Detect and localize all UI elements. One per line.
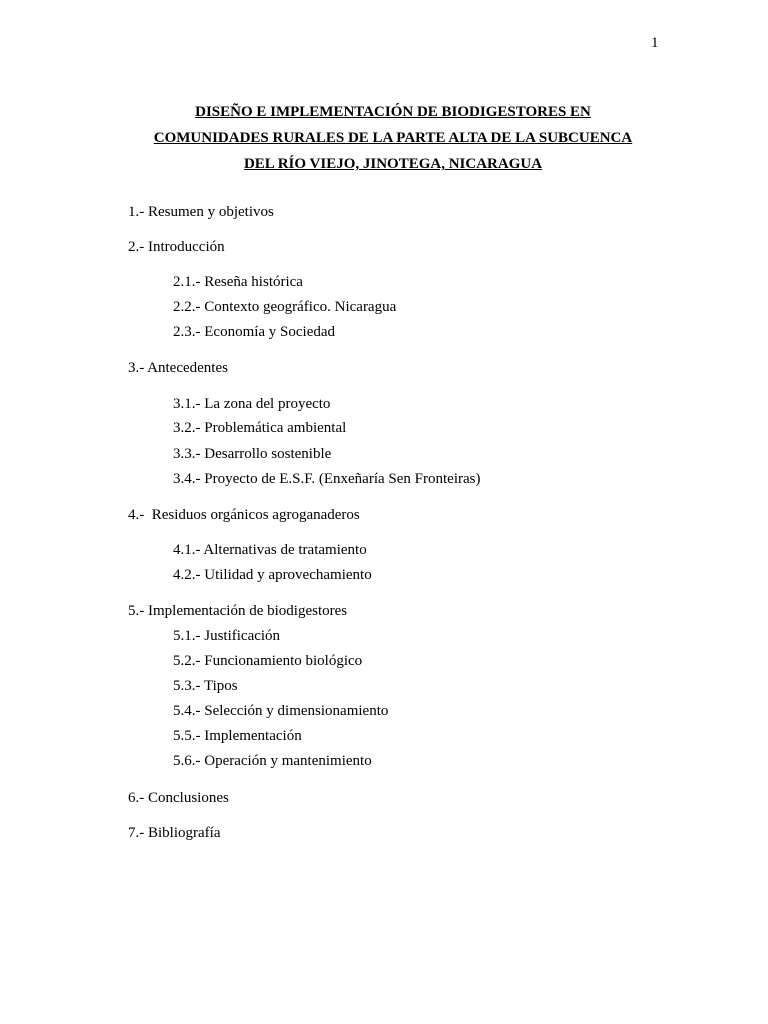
page-number: 1	[651, 35, 659, 51]
toc-section: 1.- Resumen y objetivos	[128, 204, 274, 220]
toc-subsection: 2.1.- Reseña histórica	[173, 274, 303, 290]
toc-subsection: 3.4.- Proyecto de E.S.F. (Enxeñaría Sen Fronteiras)	[173, 471, 481, 487]
toc-section: 6.- Conclusiones	[128, 790, 229, 806]
toc-subsection: 5.4.- Selección y dimensionamiento	[173, 703, 389, 719]
title-line: DISEÑO E IMPLEMENTACIÓN DE BIODIGESTORES EN	[195, 104, 591, 120]
toc-subsection: 5.1.- Justificación	[173, 628, 281, 644]
toc-subsection: 3.1.- La zona del proyecto	[173, 396, 331, 412]
toc-subsection: 5.2.- Funcionamiento biológico	[173, 653, 363, 669]
toc-section: 2.- Introducción	[128, 239, 225, 255]
toc-subsection: 2.2.- Contexto geográfico. Nicaragua	[173, 299, 397, 315]
toc-subsection: 3.3.- Desarrollo sostenible	[173, 446, 332, 462]
title-line: DEL RÍO VIEJO, JINOTEGA, NICARAGUA	[243, 156, 543, 172]
toc-subsection: 4.2.- Utilidad y aprovechamiento	[173, 567, 372, 583]
toc-section: 3.- Antecedentes	[128, 360, 228, 376]
toc-subsection: 4.1.- Alternativas de tratamiento	[173, 542, 367, 558]
toc-subsection: 3.2.- Problemática ambiental	[173, 420, 347, 436]
toc-section: 7.- Bibliografía	[128, 825, 221, 841]
toc-subsection: 5.5.- Implementación	[173, 728, 302, 744]
toc-section: 4.- Residuos orgánicos agroganaderos	[128, 507, 360, 523]
toc-subsection: 2.3.- Economía y Sociedad	[173, 324, 336, 340]
toc-section: 5.- Implementación de biodigestores	[128, 603, 348, 619]
toc-subsection: 5.6.- Operación y mantenimiento	[173, 753, 372, 769]
toc-subsection: 5.3.- Tipos	[173, 678, 238, 694]
title-line: COMUNIDADES RURALES DE LA PARTE ALTA DE LA SUBCUENCA	[153, 130, 633, 146]
